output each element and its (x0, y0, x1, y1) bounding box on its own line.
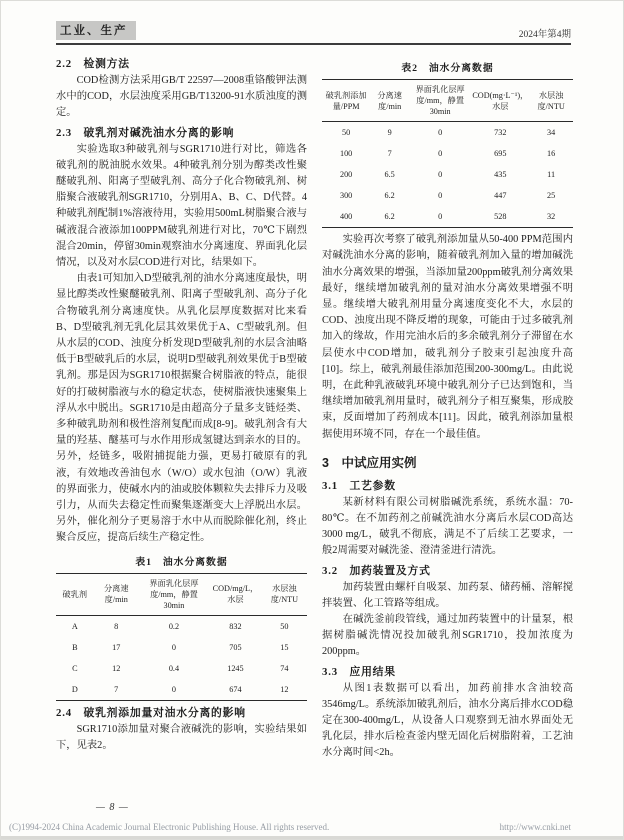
table-row (322, 164, 573, 185)
cnki-url: http://www.cnki.net (499, 822, 571, 832)
table-cell: 9 (387, 128, 392, 138)
table-cell: 832 (229, 621, 242, 631)
heading-2-2: 2.2 检测方法 (56, 58, 130, 70)
paragraph-dosing-method: 在碱洗釜前段管线，通过加药装置中的计量泵，根据树脂碱洗情况投加破乳剂SGR1710，投加浓度为200ppm。 (322, 614, 573, 658)
table-cell: 0.2 (168, 621, 180, 631)
table-cell: 32 (547, 212, 556, 222)
table-cell: 0 (438, 170, 443, 180)
table-cell: 0 (438, 149, 443, 159)
table-row (56, 658, 307, 679)
table-row (322, 143, 573, 164)
table-cell: 0 (171, 642, 176, 652)
table-header-row (322, 80, 573, 122)
table-header-cell: COD/mg/L，水层 (212, 584, 259, 605)
table-cell: D (71, 684, 78, 694)
heading-2-4: 2.4 破乳剂添加量对油水分离的影响 (56, 706, 246, 719)
table-cell: 528 (494, 212, 507, 222)
table-cell: 435 (494, 170, 507, 180)
paragraph-dosing-device: 加药装置由螺杆自吸泵、加药泵、储药桶、溶解搅拌装置、化工管路等组成。 (322, 581, 573, 609)
copyright-bar (9, 822, 571, 832)
table-cell: 695 (494, 149, 507, 159)
paragraph-process-parameters: 某新材料有限公司树脂碱洗系统，系统水温：70-80℃。在不加药剂之前碱洗油水分离后水层COD高达3000 mg/L，破乳不彻底，满足不了后续工艺要求，一般2周需要对碱洗釜、澄清釜进行清洗。 (322, 496, 573, 557)
issue-label: 2024年第4期 (518, 30, 571, 40)
page-number: — 8 — (96, 802, 129, 813)
right-column (322, 53, 573, 791)
paragraph-dosage-analysis: 实验再次考察了破乳剂添加量从50-400 PPM范围内对碱洗油水分离的影响，随着破乳剂加入量的增加碱洗油水分离效果的增强，当添加量200ppm破乳剂分离效果最好，继续增加破乳剂的量对油水分离效果增强不明显。继续增大破乳剂用量分离速度变化不大，水层的COD、浊度出现不降反增的现象，可能由于过多破乳剂加入的缘故，作用完油水后的多余破乳剂分子滞留在水层使水中COD增加，破乳剂分子胶束引起浊度升高[10]。综上，破乳剂最佳添加范围200-300mg/L。由此说明，在此种乳液破乳环境中破乳剂分子已达到饱和，当继续增加破乳剂用量时，破乳剂分子相互聚集，形成胶束，反面增加了药剂成本[11]。因此，破乳剂添加量根据使用环境不同，存在一个最佳值。 (322, 234, 573, 440)
table-header-cell: 破乳剂 (62, 589, 88, 599)
paragraph-application-results: 从图1表数据可以看出，加药前排水含油较高3546mg/L。系统添加破乳剂后，油水分离后排水COD稳定在300-400mg/L，从设备人口观察到无油水界面处无乳化层，排水后检查釜内壁无固化后树脂附着，工艺油水分离时间<2h。 (322, 682, 573, 759)
paragraph-experiment-setup: 实验选取3种破乳剂与SGR1710进行对比，筛选各破乳剂的脱油脱水效果。4种破乳剂分别为醇类改性聚醚破乳剂、阳离子型破乳剂、高分子化合物破乳剂、树脂聚合液破乳剂SGR1710，分别用A、B、C、D代替。4种破乳剂配制1%溶液待用，实验用500mL树脂聚合液与碱液混合液添加100PPM破乳剂进行对比，70℃下剧烈混合20min，停留30min观察油水分离速度、界面乳化层情况，以及对水层COD进行对比，结果如下。 (56, 143, 307, 269)
table-row (322, 185, 573, 206)
table-cell: B (72, 642, 78, 652)
table-cell: 100 (339, 149, 353, 159)
table-cell: 15 (280, 642, 289, 652)
table-cell: 8 (114, 621, 119, 631)
table-cell: 674 (229, 684, 242, 694)
copyright-text: (C)1994-2024 China Academic Journal Electronic Publishing House. All rights reserved. (9, 822, 330, 832)
table-header-cell: 水层浊度/NTU (537, 90, 565, 111)
heading-2-3: 2.3 破乳剂对碱洗油水分离的影响 (56, 126, 235, 139)
table-cell: 25 (547, 191, 556, 201)
paragraph-dosage-intro: SGR1710添加量对聚合液碱洗的影响，实验结果如下，见表2。 (56, 723, 307, 752)
table-cell: 447 (494, 191, 507, 201)
paragraph-experiment-analysis: 由表1可知加入D型破乳剂的油水分离速度最快，明显比醇类改性聚醚破乳剂、阳离子型破乳剂、高分子化合物破乳剂分离速度快。从乳化层厚度数据对比来看B、D型破乳剂无乳化层其效果优于A、C型破乳剂。但从水层的COD、浊度分析发现D型破乳剂的水层含油略低于B型破乳后的水层，说明D型破乳剂效果优于B型破乳剂。那是因为SGR1710根据聚合树脂液的特点，能很好的打破树脂液与水的稳定状态，使树脂液快速聚集上浮从水中脱出。SGR1710是由超高分子量多支链烃类、多种破乳助剂和极性溶剂复配而成[8-9]。破乳剂含有大量的羟基、醚基可与水作用形成氢键达到亲水的目的。另外，烃链多，吸附捕捉能力强，更易打破原有的乳液，有效地改善油包水（W/O）或水包油（O/W）乳液的界面张力，使碱水内的油或胶体颗粒失去排斥力及吸引力，从而失去稳定性而聚集逐渐变大上浮脱出水层。另外，催化剂分子更易溶于水中从而脱除催化剂，终止聚合反应，提高后续生产稳定性。 (56, 273, 307, 544)
table-cell: 6.5 (384, 170, 395, 180)
scan-bottom-edge (1, 836, 623, 839)
heading-3-1: 3.1 工艺参数 (322, 479, 396, 492)
section-label: 工业、生产 (56, 21, 136, 40)
table-cell: 6.2 (384, 191, 395, 201)
page-header (56, 21, 571, 45)
table-cell: 0 (438, 128, 443, 138)
article-body (56, 53, 573, 791)
table-cell: 0 (171, 684, 176, 694)
heading-3-3: 3.3 应用结果 (322, 665, 396, 678)
table-header-cell: 破乳剂添加量/PPM (325, 90, 367, 111)
table-cell: 300 (339, 191, 353, 201)
table-cell: C (72, 663, 78, 673)
heading-3-2: 3.2 加药装置及方式 (322, 564, 431, 577)
table-row (322, 122, 573, 144)
table-cell: 34 (547, 128, 556, 138)
table-header-cell: 分离速度/min (377, 90, 402, 111)
table-cell: A (71, 621, 78, 631)
table-cell: 0 (438, 212, 443, 222)
table-cell: 1245 (227, 663, 244, 673)
table-cell: 50 (280, 621, 289, 631)
table-header-cell: 界面乳化层厚度/mm，静置30min (415, 85, 465, 117)
table-cell: 7 (387, 149, 392, 159)
table-row (56, 637, 307, 658)
table-cell: 200 (339, 170, 353, 180)
table-cell: 0 (438, 191, 443, 201)
table-cell: 0.4 (168, 663, 180, 673)
table1 (56, 573, 307, 701)
table-cell: 400 (339, 212, 353, 222)
table-row (56, 679, 307, 701)
table-header-cell: 分离速度/min (103, 584, 129, 605)
table-cell: 732 (494, 128, 507, 138)
table-header-cell: 界面乳化层厚度/mm，静置30min (149, 578, 199, 610)
table-cell: 16 (547, 149, 556, 159)
table-cell: 17 (112, 642, 121, 652)
table-cell: 50 (342, 128, 351, 138)
table-cell: 74 (280, 663, 289, 673)
table-cell: 12 (112, 663, 121, 673)
paragraph-detection-method: COD检测方法采用GB/T 22597—2008重铬酸钾法测水中的COD，水层浊度采用GB/T13200-91水质浊度的测定。 (56, 75, 307, 119)
table2 (322, 79, 573, 228)
table2-caption: 表2 油水分离数据 (401, 63, 494, 74)
table-header-cell: COD(mg·L⁻¹)，水层 (472, 90, 529, 111)
table-header-cell: 水层浊度/NTU (270, 584, 299, 605)
table-header-row (56, 573, 307, 615)
table1-caption: 表1 油水分离数据 (135, 556, 228, 568)
table-cell: 6.2 (384, 212, 395, 222)
table-row (322, 206, 573, 228)
table-cell: 7 (114, 684, 119, 694)
table-cell: 705 (229, 642, 242, 652)
table-cell: 12 (280, 684, 289, 694)
left-column (56, 53, 307, 791)
heading-3: 3 中试应用实例 (322, 455, 417, 470)
table-cell: 11 (547, 170, 556, 180)
table-row (56, 615, 307, 637)
